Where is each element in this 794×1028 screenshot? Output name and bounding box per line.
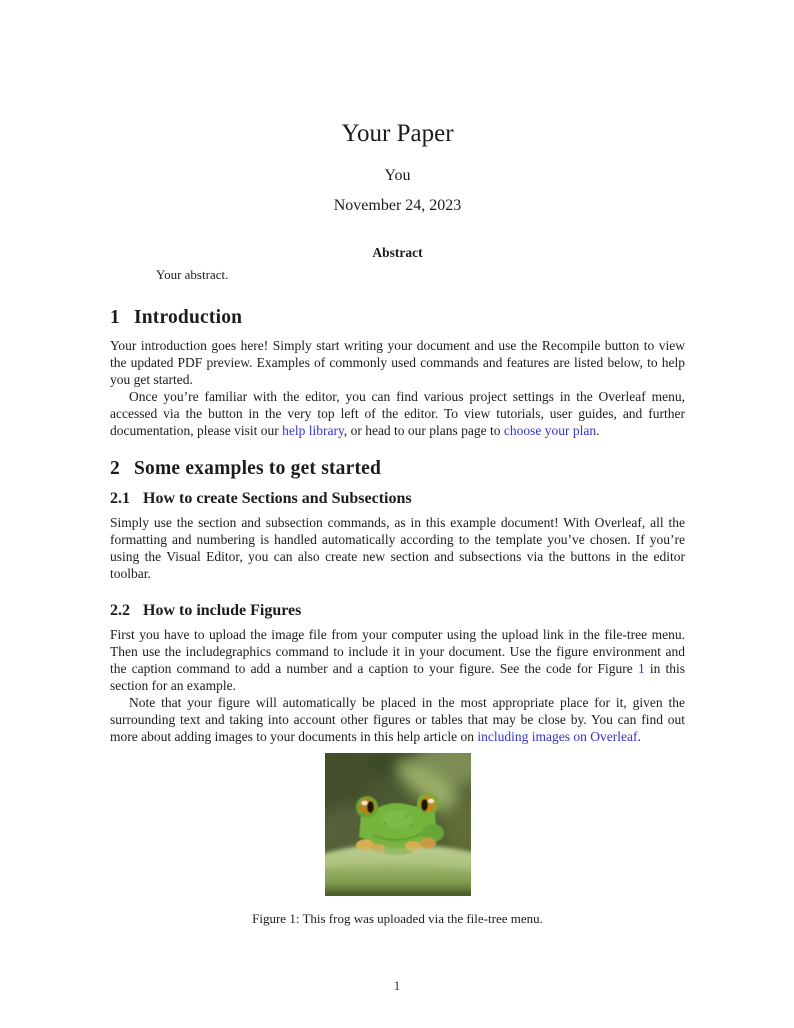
link-including-images-on-overleaf[interactable]: including images on Overleaf — [477, 729, 638, 744]
section-heading-introduction — [110, 307, 685, 329]
subsection-heading-sections — [110, 490, 685, 508]
page-number: 1 — [393, 978, 401, 993]
text-segment: Once you’re familiar with the editor, you can find various project settings in the Overleaf menu, accessed via the button in the very top left of the editor. To view tutorials, user guides, and further documentation, please visit our — [110, 389, 685, 438]
figures-paragraph-2 — [110, 694, 685, 745]
abstract-heading: Abstract — [372, 245, 423, 260]
link-help-library[interactable]: help library — [282, 423, 344, 438]
link-figure-1-ref[interactable]: 1 — [637, 661, 645, 676]
section-number: 1 — [110, 307, 120, 328]
section-title: Introduction — [133, 307, 243, 328]
text-segment: Note that your figure will automatically be placed in the most appropriate place for it, given the surrounding text and taking into account other figures or tables that may be close by. You can find out more about adding images to your documents in this help article on — [110, 695, 685, 744]
text-segment: First you have to upload the image file from your computer using the upload link in the file-tree menu. Then use the includegraphics command to include it in your document. Use the figure environment and the caption command to add a number and a caption to your figure. See the code for Figure — [110, 627, 685, 676]
subsection-heading-figures — [110, 602, 685, 620]
title-block — [110, 120, 685, 260]
text-segment: . — [596, 423, 600, 438]
text-segment: . — [637, 729, 641, 744]
section-title: Some examples to get started — [133, 458, 382, 479]
section-heading-examples — [110, 458, 685, 480]
figure-1 — [110, 753, 685, 927]
intro-paragraph-1: Your introduction goes here! Simply start writing your document and use the Recompile button to view the updated PDF preview. Examples of commonly used commands and features are listed below, to help you get started. — [110, 338, 685, 387]
abstract-text: Your abstract. — [156, 267, 229, 282]
figures-paragraph-1 — [110, 626, 685, 694]
subsection-number: 2.1 — [110, 490, 130, 507]
frog-photo — [325, 753, 471, 896]
paper-author: You — [384, 167, 411, 184]
subsection-title: How to create Sections and Subsections — [143, 490, 412, 507]
section-number: 2 — [110, 458, 120, 479]
link-choose-your-plan[interactable]: choose your plan — [503, 423, 597, 438]
subsection-title: How to include Figures — [143, 602, 302, 619]
figure-caption: Figure 1: This frog was uploaded via the file-tree menu. — [252, 911, 543, 926]
text-segment: in this section for an example. — [110, 661, 685, 693]
intro-paragraph-2 — [110, 388, 685, 439]
text-segment: , or head to our plans page to — [343, 423, 504, 438]
subsection-number: 2.2 — [110, 602, 130, 619]
sections-paragraph: Simply use the section and subsection commands, as in this example document! With Overleaf, all the formatting and numbering is handled automatically according to the template you’ve chosen. If you’re using the Visual Editor, you can also create new section and subsections via the buttons in the editor toolbar. — [110, 515, 685, 581]
paper-date: November 24, 2023 — [333, 197, 462, 214]
paper-title: Your Paper — [341, 120, 454, 147]
